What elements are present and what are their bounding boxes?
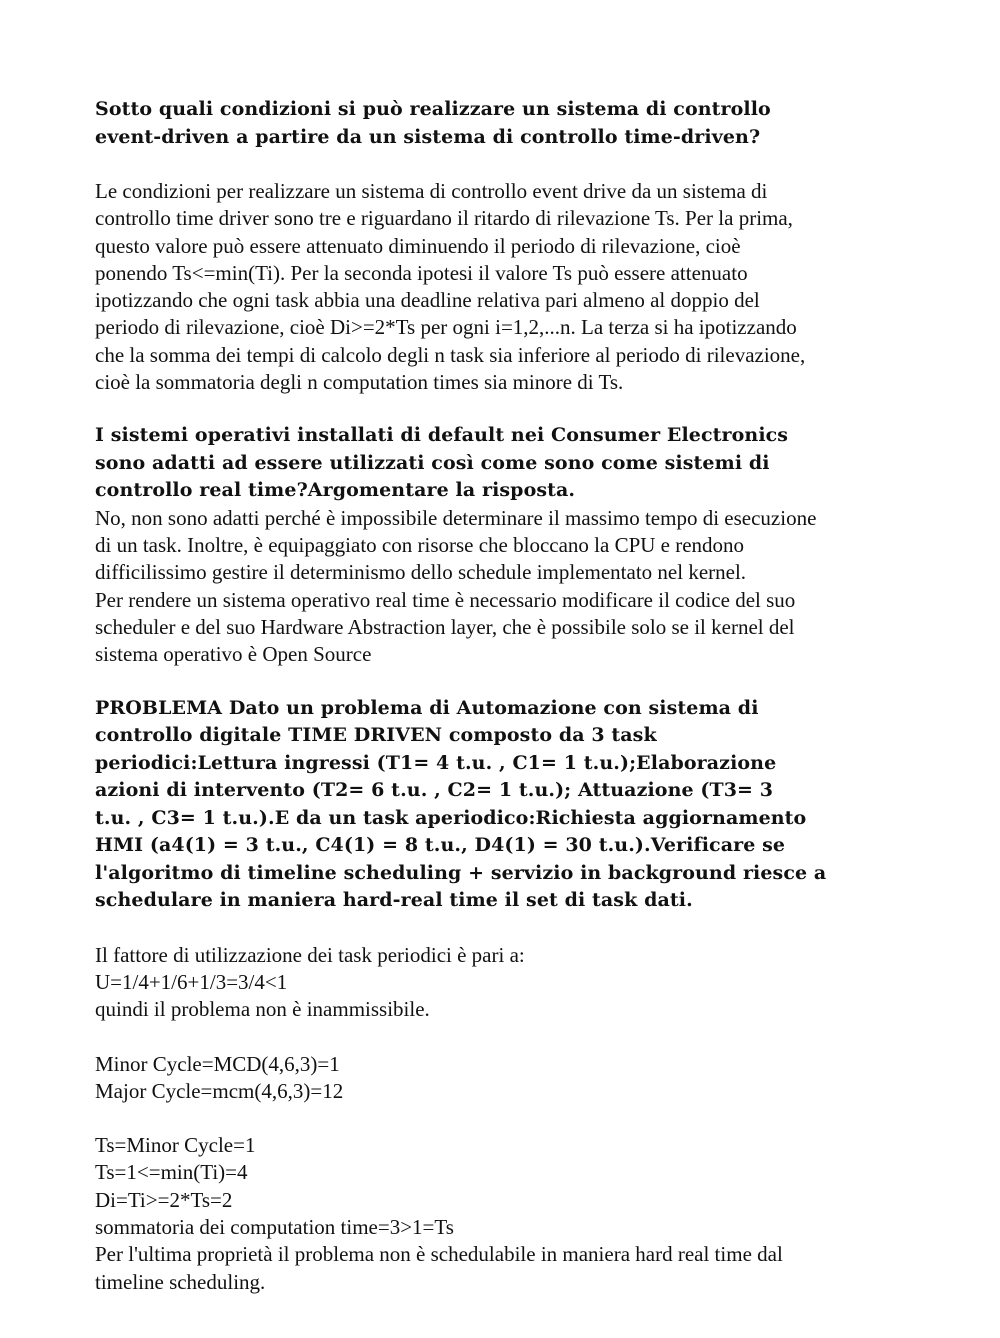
solution-cycles: [95, 1051, 915, 1106]
question-line: azioni di intervento (T2= 6 t.u. , C2= 1 t.u.); Attuazione (T3= 3: [95, 779, 774, 802]
question-1: [95, 96, 915, 151]
solution-line: timeline scheduling.: [95, 1269, 266, 1294]
problem-statement: [95, 695, 915, 915]
answer-line: Le condizioni per realizzare un sistema di controllo event drive da un sistema di: [95, 179, 768, 203]
question-line: PROBLEMA Dato un problema di Automazione con sistema di: [95, 696, 759, 719]
answer-line: No, non sono adatti perché è impossibile determinare il massimo tempo di esecuzione: [95, 505, 817, 530]
answer-line: questo valore può essere attenuato diminuendo il periodo di rilevazione, cioè: [95, 233, 741, 258]
answer-line: cioè la sommatoria degli n computation times sia minore di Ts.: [95, 370, 624, 395]
answer-line: difficilissimo gestire il determinismo dello schedule implementato nel kernel.: [95, 560, 747, 585]
answer-1: [95, 178, 915, 396]
solution-line: Per l'ultima proprietà il problema non è schedulabile in maniera hard real time dal: [95, 1242, 783, 1267]
question-line: sono adatti ad essere utilizzati così come sono come sistemi di: [95, 451, 770, 474]
question-2: [95, 422, 915, 505]
solution-line: Ts=1<=min(Ti)=4: [95, 1160, 248, 1185]
question-line: t.u. , C3= 1 t.u.).E da un task aperiodico:Richiesta aggiornamento: [95, 806, 807, 829]
answer-line: ponendo Ts<=min(Ti). Per la seconda ipotesi il valore Ts può essere attenuato: [95, 260, 748, 285]
answer-line: Per rendere un sistema operativo real time è necessario modificare il codice del suo: [95, 587, 796, 612]
question-line: HMI (a4(1) = 3 t.u., C4(1) = 8 t.u., D4(1) = 30 t.u.).Verificare se: [95, 834, 786, 857]
solution-line: Il fattore di utilizzazione dei task periodici è pari a:: [95, 942, 525, 967]
question-line: periodici:Lettura ingressi (T1= 4 t.u. , C1= 1 t.u.);Elaborazione: [95, 751, 777, 774]
answer-line: periodo di rilevazione, cioè Di>=2*Ts per ogni i=1,2,...n. La terza si ha ipotizzando: [95, 315, 797, 340]
answer-line: sistema operativo è Open Source: [95, 642, 372, 667]
question-line: Sotto quali condizioni si può realizzare un sistema di controllo: [95, 98, 771, 120]
answer-line: ipotizzando che ogni task abbia una deadline relativa pari almeno al doppio del: [95, 288, 760, 313]
solution-line: sommatoria dei computation time=3>1=Ts: [95, 1215, 454, 1240]
question-line: schedulare in maniera hard-real time il set di task dati.: [95, 889, 693, 912]
question-line: controllo real time?Argomentare la risposta.: [95, 479, 576, 502]
solution-line: Major Cycle=mcm(4,6,3)=12: [95, 1078, 344, 1103]
solution-line: quindi il problema non è inammissibile.: [95, 997, 430, 1022]
answer-line: scheduler e del suo Hardware Abstraction layer, che è possibile solo se il kernel del: [95, 615, 795, 640]
answer-2: [95, 505, 915, 669]
solution-line: Di=Ti>=2*Ts=2: [95, 1187, 233, 1212]
question-line: l'algoritmo di timeline scheduling + servizio in background riesce a: [95, 861, 827, 884]
solution-line: Minor Cycle=MCD(4,6,3)=1: [95, 1051, 340, 1076]
answer-line: controllo time driver sono tre e riguardano il ritardo di rilevazione Ts. Per la prima,: [95, 206, 793, 231]
document-page: [95, 96, 915, 1296]
question-line: controllo digitale TIME DRIVEN composto da 3 task: [95, 724, 657, 747]
question-line: I sistemi operativi installati di default nei Consumer Electronics: [95, 424, 789, 447]
answer-line: che la somma dei tempi di calcolo degli n task sia inferiore al periodo di rilevazione,: [95, 342, 806, 367]
solution-utilization: [95, 942, 915, 1024]
answer-line: di un task. Inoltre, è equipaggiato con risorse che bloccano la CPU e rendono: [95, 533, 745, 558]
question-line: event-driven a partire da un sistema di controllo time-driven?: [95, 125, 761, 148]
solution-line: U=1/4+1/6+1/3=3/4<1: [95, 969, 288, 994]
solution-line: Ts=Minor Cycle=1: [95, 1133, 256, 1158]
solution-verification: [95, 1132, 915, 1296]
